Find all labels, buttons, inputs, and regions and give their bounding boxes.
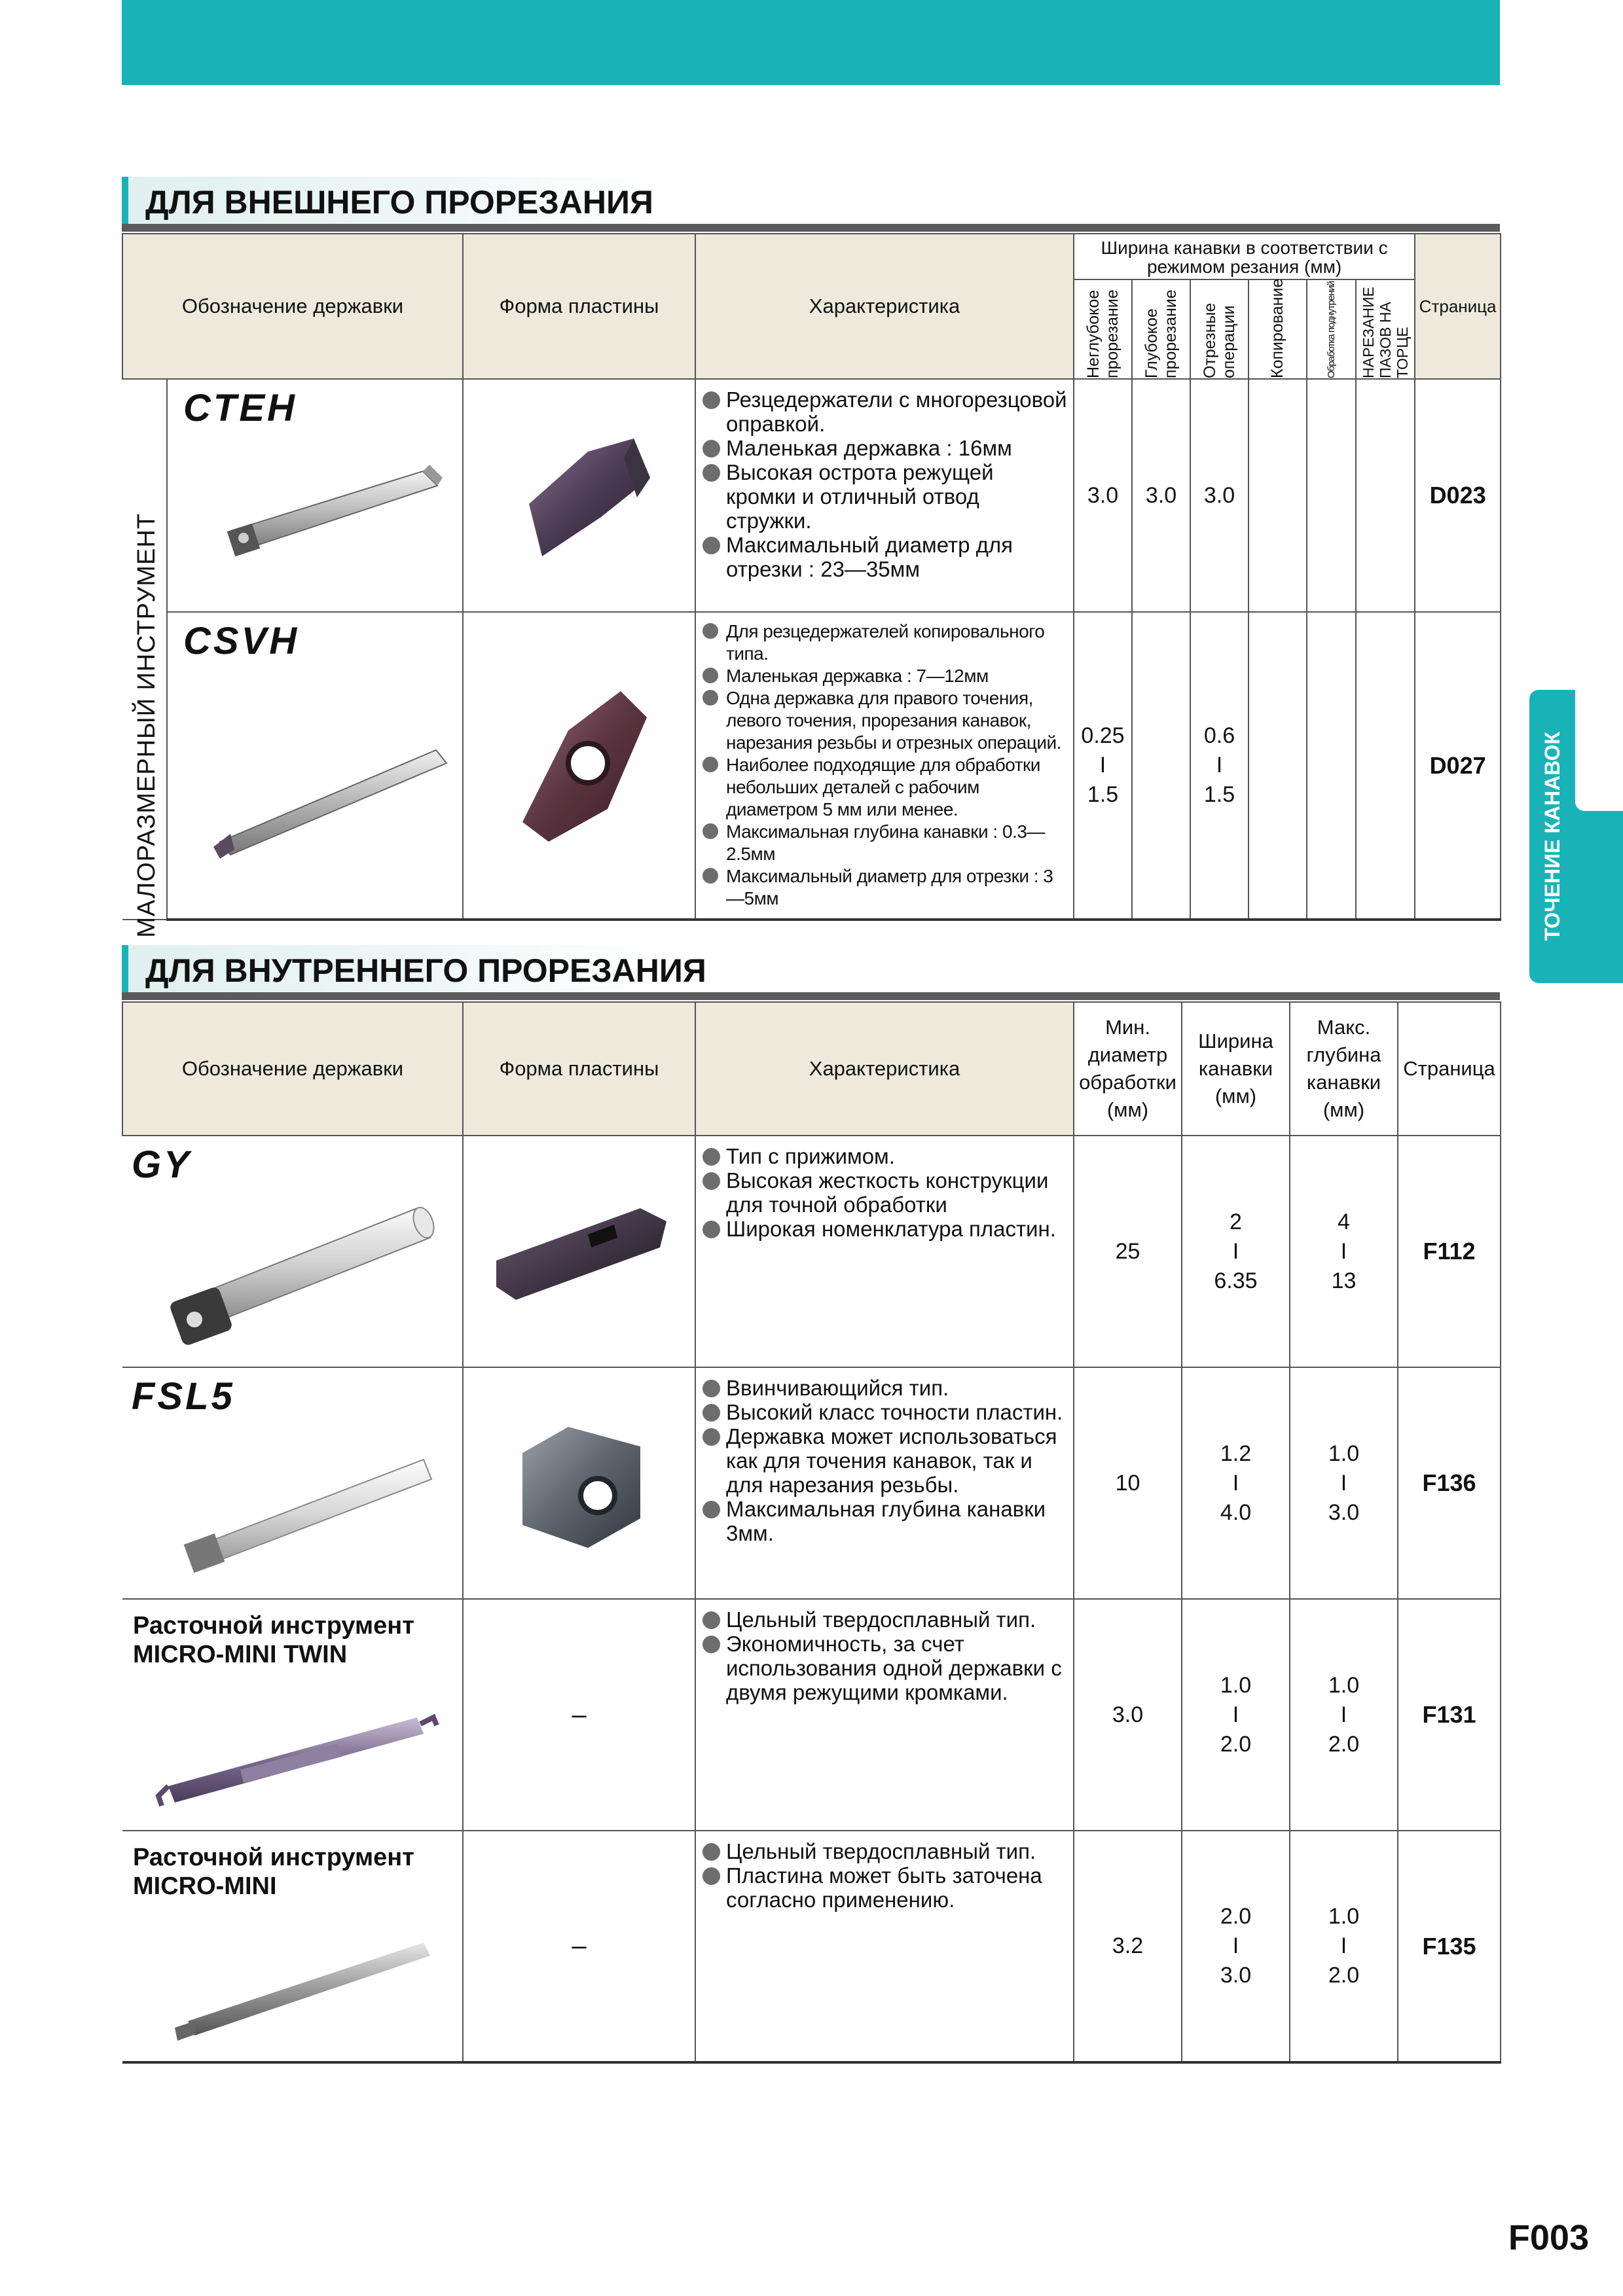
micro-mini-page-ref: F135 [1398,1831,1501,2062]
insert-cell-micro-mini-twin: – [463,1599,695,1831]
feature-cell-micro-mini-twin [695,1599,1074,1831]
fsl5-groove-width: 1.2 I 4.0 [1182,1367,1290,1599]
holder-cell-csvh [167,612,463,920]
holder-name: CSVH [183,620,300,662]
holder-cell-micro-mini [122,1831,463,2062]
holder-name: Расточной инструмент MICRO-MINI TWIN [133,1612,414,1668]
feature-cell-cteh [695,379,1074,612]
header-min-diameter: Мин. диаметр обработки (мм) [1074,1002,1182,1136]
header-feature: Характеристика [695,234,1074,379]
feature-list [696,1368,1073,1551]
feature-list [696,613,1073,915]
fsl5-insert-image [509,1414,653,1558]
section-title-text: ДЛЯ ВНУТРЕННЕГО ПРОРЕЗАНИЯ [145,952,706,989]
header-insert: Форма пластины [463,1002,695,1136]
header-max-depth: Макс. глубина канавки (мм) [1290,1002,1398,1136]
micro-mini-groove-width: 2.0 I 3.0 [1182,1831,1290,2062]
side-tab-label: ТОЧЕНИЕ КАНАВОК [1540,732,1564,941]
table-row [122,379,1501,612]
header-copy: Копирование [1249,279,1307,379]
list-item: Одна державка для правого точения, левого точения, прорезания канавок, нарезания резьбы и отрезных операций. [702,687,1069,754]
table-row [122,1831,1501,2062]
list-item: Маленькая державка : 7—12мм [702,665,1069,687]
csvh-shallow: 0.25 I 1.5 [1074,612,1132,920]
micro-mini-min-diameter: 3.2 [1074,1831,1182,2062]
internal-grooving-table [122,1001,1501,2064]
csvh-holder-image [200,691,456,861]
micro-mini-max-depth: 1.0 I 2.0 [1290,1831,1398,2062]
list-item: Максимальный диаметр для отрезки : 3—5мм [702,865,1069,910]
feature-list [696,1600,1073,1710]
header-holder: Обозначение державки [122,234,463,379]
top-color-bar [122,0,1500,85]
gy-page-ref: F112 [1398,1136,1501,1367]
cteh-shallow: 3.0 [1074,379,1132,612]
holder-cell-micro-mini-twin [122,1599,463,1831]
list-item: Экономичность, за счет использования одной державки с двумя режущими кромками. [702,1632,1069,1704]
header-cutoff: Отрезные операции [1190,279,1249,379]
cteh-cutoff: 3.0 [1190,379,1249,612]
list-item: Маленькая державка : 16мм [702,436,1069,460]
cteh-page-ref: D023 [1415,379,1501,612]
list-item: Максимальный диаметр для отрезки : 23—35мм [702,533,1069,581]
csvh-cutoff: 0.6 I 1.5 [1190,612,1249,920]
micro-mini-image [149,1923,450,2047]
fsl5-holder-image [162,1420,450,1590]
gy-insert-image [490,1202,680,1306]
csvh-insert-image [509,678,660,848]
header-page: Страница [1415,234,1501,379]
header-groove-width: Ширина канавки (мм) [1182,1002,1290,1136]
header-insert: Форма пластины [463,234,695,379]
table-row [122,1599,1501,1831]
table-row [122,612,1501,920]
feature-list [696,380,1073,586]
holder-cell-cteh [167,379,463,612]
list-item: Высокая жесткость конструкции для точной обработки [702,1168,1069,1217]
section-title-internal [122,945,1500,992]
header-width-group [1074,234,1415,279]
list-item: Державка может использоваться как для точения канавок, так и для нарезания резьбы. [702,1424,1069,1497]
holder-name: Расточной инструмент MICRO-MINI [133,1844,414,1900]
feature-list [696,1136,1073,1246]
gy-min-diameter: 25 [1074,1136,1182,1367]
page-number: F003 [1508,2218,1589,2257]
width-group-label: Ширина канавки в соответствии с режимом резания (мм) [1101,238,1388,277]
external-grooving-table [122,233,1501,921]
gy-holder-image [155,1182,443,1352]
list-item: Ввинчивающийся тип. [702,1376,1069,1400]
list-item: Высокая острота режущей кромки и отличный отвод стружки. [702,460,1069,533]
fsl5-max-depth: 1.0 I 3.0 [1290,1367,1398,1599]
cteh-holder-image [207,439,456,569]
list-item: Высокий класс точности пластин. [702,1400,1069,1424]
header-holder: Обозначение державки [122,1002,463,1136]
table-row [122,1136,1501,1367]
list-item: Для резцедержателей копировального типа. [702,620,1069,665]
csvh-page-ref: D027 [1415,612,1501,920]
fsl5-page-ref: F136 [1398,1367,1501,1599]
header-deep: Глубокое прорезание [1132,279,1190,379]
list-item: Цельный твердосплавный тип. [702,1607,1069,1632]
micro-mini-twin-max-depth: 1.0 I 2.0 [1290,1599,1398,1831]
holder-cell-gy [122,1136,463,1367]
list-item: Максимальная глубина канавки : 0.3—2.5мм [702,821,1069,865]
table-row [122,1367,1501,1599]
micro-mini-twin-min-diameter: 3.0 [1074,1599,1182,1831]
micro-mini-twin-image [142,1698,450,1816]
header-undercut: Обработка поднутрений [1307,279,1356,379]
list-item: Наиболее подходящие для обработки небольших деталей с рабочим диаметром 5 мм или менее. [702,754,1069,821]
feature-cell-gy [695,1136,1074,1367]
list-item: Цельный твердосплавный тип. [702,1839,1069,1863]
fsl5-min-diameter: 10 [1074,1367,1182,1599]
insert-cell-fsl5 [463,1367,695,1599]
gy-groove-width: 2 I 6.35 [1182,1136,1290,1367]
gy-max-depth: 4 I 13 [1290,1136,1398,1367]
cteh-insert-image [503,425,660,563]
header-shallow: Неглубокое прорезание [1074,279,1132,379]
list-item: Пластина может быть заточена согласно применению. [702,1863,1069,1912]
feature-list [696,1831,1073,1917]
side-index-tab[interactable] [1529,690,1623,983]
feature-cell-fsl5 [695,1367,1074,1599]
holder-name: FSL5 [132,1375,235,1418]
list-item: Тип с прижимом. [702,1144,1069,1168]
list-item: Резцедержатели с многорезцовой оправкой. [702,387,1069,436]
header-feature: Характеристика [695,1002,1074,1136]
list-item: Широкая номенклатура пластин. [702,1217,1069,1241]
holder-name: GY [132,1143,192,1186]
insert-cell-cteh [463,379,695,612]
insert-cell-micro-mini: – [463,1831,695,2062]
feature-cell-micro-mini [695,1831,1074,2062]
header-page: Страница [1398,1002,1501,1136]
header-face: НАРЕЗАНИЕ ПАЗОВ НА ТОРЦЕ [1356,279,1415,379]
group-label-small-tools: МАЛОРАЗМЕРНЫЙ ИНСТРУМЕНТ [132,512,160,938]
holder-name: CTEH [183,387,297,429]
insert-cell-csvh [463,612,695,920]
insert-cell-gy [463,1136,695,1367]
section-title-external [122,177,1500,224]
holder-cell-fsl5 [122,1367,463,1599]
micro-mini-twin-page-ref: F131 [1398,1599,1501,1831]
section-title-text: ДЛЯ ВНЕШНЕГО ПРОРЕЗАНИЯ [145,184,653,221]
list-item: Максимальная глубина канавки 3мм. [702,1497,1069,1545]
cteh-deep: 3.0 [1132,379,1190,612]
feature-cell-csvh [695,612,1074,920]
micro-mini-twin-groove-width: 1.0 I 2.0 [1182,1599,1290,1831]
